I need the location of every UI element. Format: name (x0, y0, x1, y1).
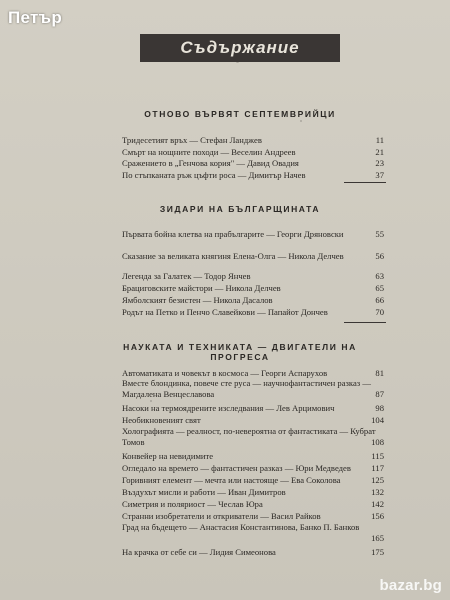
toc-entry (122, 294, 384, 306)
toc-entry-title: Брациговските майстори — Никола Делчев (122, 283, 281, 293)
toc-entry-page: 70 (375, 307, 384, 317)
toc-entry-title: Огледало на времето — фантастичен разказ — Юри Медведев (122, 463, 351, 473)
toc-entry-page: 56 (375, 251, 384, 261)
toc-entry-page: 165 (371, 533, 384, 543)
toc-entry-page: 108 (371, 437, 384, 447)
toc-entry-page: 175 (371, 547, 384, 557)
toc-entry-page: 156 (371, 511, 384, 521)
toc-entry-title: Странни изобретатели и откриватели — Васил Райков (122, 511, 321, 521)
toc-entry-title: Насоки на термоядрените изследвания — Лев Арцимович (122, 403, 335, 413)
toc-entry-title: Симетрия и поляриост — Чеслав Юра (122, 499, 263, 509)
toc-entry-page: 66 (375, 295, 384, 305)
toc-entry-title: Първата бойна клетва на прабългарите — Георги Дряновски (122, 229, 344, 239)
toc-entry (122, 157, 384, 169)
toc-entry-page: 115 (371, 451, 384, 461)
toc-entry (122, 270, 384, 282)
toc-entry-page: 11 (375, 135, 384, 145)
toc-entry (122, 546, 384, 558)
toc-entry (122, 402, 384, 414)
toc-entry-page: 125 (371, 475, 384, 485)
toc-entry-title: Горивният елемент — мечта или настояще — Ева Соколова (122, 475, 341, 485)
toc-entry (122, 250, 384, 262)
toc-entry (122, 378, 384, 400)
toc-entry (122, 498, 384, 510)
watermark-logo: bazar.bg (379, 577, 442, 594)
section-heading: ОТНОВО ВЪРВЯТ СЕПТЕМВРИЙЦИ (144, 109, 336, 119)
toc-entry (122, 474, 384, 486)
toc-entry-page: 104 (371, 415, 384, 425)
toc-entry-page: 65 (375, 283, 384, 293)
toc-entry-title: Смърт на нощните походи — Веселин Андреев (122, 147, 296, 157)
toc-entry-title: По стъпканата ръж цъфти роса — Димитър Начев (122, 170, 306, 180)
toc-entry-page: 81 (375, 368, 384, 378)
section-heading: ЗИДАРИ НА БЪЛГАРЩИНАТА (159, 204, 321, 214)
toc-entry (122, 414, 384, 426)
toc-entry (122, 169, 384, 181)
toc-entry-title: На крачка от себе си — Лидия Симеонова (122, 547, 276, 557)
toc-entry-title: Ямболският безистен — Никола Дасалов (122, 295, 273, 305)
divider (344, 322, 386, 323)
toc-entry-page: 23 (375, 158, 384, 168)
toc-entry-title: Автоматиката и човекът в космоса — Георги Аспарухов (122, 368, 328, 378)
toc-entry-title: Тридесетият връх — Стефан Ланджев (122, 135, 262, 145)
divider (344, 182, 386, 183)
page-title: Съдържание (180, 38, 300, 57)
page-title-band (140, 34, 340, 62)
toc-entry-title: Сказание за великата княгиня Елена-Олга — Никола Делчев (122, 251, 344, 261)
toc-entry (122, 134, 384, 146)
toc-entry (122, 426, 384, 448)
toc-entry (122, 510, 384, 522)
toc-entry (122, 228, 384, 240)
section-heading: НАУКАТА И ТЕХНИКАТА — ДВИГАТЕЛИ НА ПРОГРЕСА (123, 342, 357, 362)
toc-entry (122, 522, 384, 544)
toc-entry-title: Вместе блондинка, повече сте руса — научнофантастичен разказ — Магдалена Венцеславова (122, 378, 371, 399)
toc-entry-page: 142 (371, 499, 384, 509)
toc-entry (122, 486, 384, 498)
toc-entry (122, 306, 384, 318)
toc-entry-title: Град на бъдещето — Анастасия Константинова, Банко П. Банков (122, 522, 360, 532)
toc-entry-page: 117 (371, 463, 384, 473)
toc-entry-title: Сражението в „Генчова кория" — Давид Овадия (122, 158, 299, 168)
toc-entry-page: 87 (375, 389, 384, 399)
toc-entry-page: 98 (375, 403, 384, 413)
toc-entry-page: 132 (371, 487, 384, 497)
toc-entry-title: Легенда за Галатек — Тодор Янчев (122, 271, 251, 281)
toc-entry-page: 37 (375, 170, 384, 180)
toc-entry-title: Въздухът мисли и работи — Иван Димитров (122, 487, 286, 497)
seller-name: Петър (8, 8, 63, 27)
toc-entry (122, 450, 384, 462)
toc-entry-page: 21 (375, 147, 384, 157)
toc-entry-title: Родът на Петко и Пенчо Славейкови — Папайот Дончев (122, 307, 328, 317)
toc-entry-title: Необикновеният свят (122, 415, 201, 425)
toc-entry-title: Конвейер на невидимите (122, 451, 214, 461)
toc-entry-page: 63 (375, 271, 384, 281)
toc-entry (122, 282, 384, 294)
toc-entry-page: 55 (375, 229, 384, 239)
toc-entry-title: Холографията — реалност, по-невероятна от фантастиката — Кубрат Томов (122, 426, 376, 447)
toc-entry (122, 462, 384, 474)
